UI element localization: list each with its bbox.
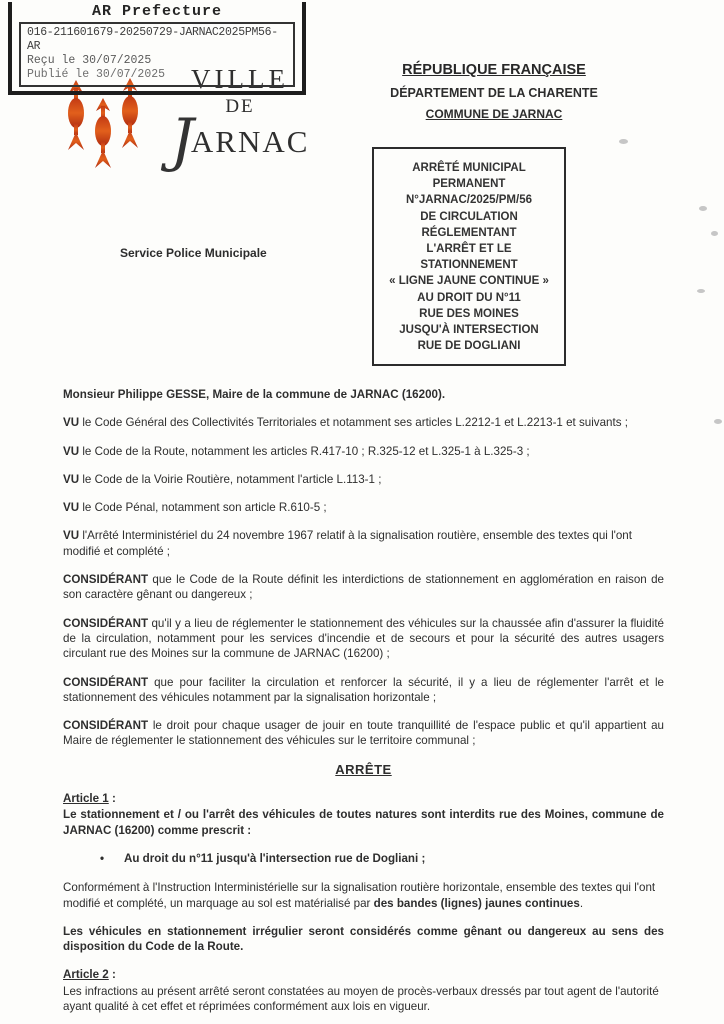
mayor-intro: Monsieur Philippe GESSE, Maire de la commune de JARNAC (16200). (63, 388, 446, 401)
article1-bullet-item (100, 851, 664, 866)
considerant-paragraph (63, 675, 664, 706)
decree-title-box (372, 147, 566, 366)
considerant-lead: CONSIDÉRANT (63, 616, 149, 630)
decree-title-line: ARRÊTÉ MUNICIPAL (412, 162, 526, 174)
article2-heading (63, 967, 664, 982)
article1-heading (63, 791, 664, 806)
department-title: DÉPARTEMENT DE LA CHARENTE (390, 86, 598, 100)
vu-paragraph (63, 444, 664, 459)
service-label: Service Police Municipale (120, 246, 267, 260)
vu-text: le Code Général des Collectivités Territoriales et notamment ses articles L.2212-1 et L.2213-1 et suivants ; (82, 416, 628, 430)
decree-title-line: RUE DES MOINES (419, 307, 519, 320)
considerant-text: que le Code de la Route définit les interdictions de stationnement en agglomération en raison de son caractère gênant ou dangereux ; (63, 573, 664, 602)
scan-artifact (714, 419, 722, 424)
article2-heading-label: Article 2 (63, 968, 109, 982)
decree-title-line: RÉGLEMENTANT (421, 226, 517, 239)
wordmark-script-initial: J (170, 106, 194, 174)
considerant-paragraph (63, 572, 664, 603)
republic-title: RÉPUBLIQUE FRANÇAISE (402, 62, 586, 78)
bullet-text: Au droit du n°11 jusqu'à l'intersection rue de Dogliani ; (124, 851, 426, 865)
vu-lead: VU (63, 501, 80, 515)
stamp-reference: 016-211601679-20250729-JARNAC2025PM56-AR (27, 26, 278, 53)
conformement-paragraph (63, 880, 664, 911)
vu-text: le Code de la Voirie Routière, notamment l'article L.113-1 ; (82, 472, 382, 486)
vu-paragraph (63, 415, 664, 430)
decree-body (63, 387, 664, 1024)
article2-heading-colon: : (108, 968, 116, 982)
arrete-heading: ARRÊTE (335, 761, 392, 777)
vu-lead: VU (63, 472, 80, 486)
stamp-published-date: Publié le 30/07/2025 (27, 68, 166, 81)
scan-artifact (619, 139, 628, 144)
considerant-paragraph (63, 718, 664, 749)
vu-text: le Code Pénal, notamment son article R.610-5 ; (82, 501, 327, 515)
vu-lead: VU (63, 529, 80, 543)
conformement-bold: des bandes (lignes) jaunes continues (373, 896, 580, 910)
commune-title: COMMUNE DE JARNAC (425, 107, 563, 121)
article1-heading-label: Article 1 (63, 792, 109, 806)
vu-lead: VU (63, 416, 80, 430)
vu-text: le Code de la Route, notamment les articles R.417-10 ; R.325-12 et L.325-1 à L.325-3 ; (82, 444, 530, 458)
vu-text: l'Arrêté Interministériel du 24 novembre 1967 relatif à la signalisation routière, ensemble des textes qui l'ont modifié et complété ; (63, 529, 632, 558)
considerant-text: que pour faciliter la circulation et renforcer la sécurité, il y a lieu de réglementer l'arrêt et le stationnement des véhicules notamment par la signalisation horizontale ; (63, 675, 664, 704)
decree-title-line: PERMANENT (432, 178, 506, 191)
stamp-title: AR Prefecture (91, 3, 223, 20)
considerant-text: qu'il y a lieu de réglementer le stationnement des véhicules sur la chaussée afin d'assurer la fluidité de la circulation, notamment pour les services d'incendie et de secours et pour la sécurité des autres usagers circulant rue des Moines sur la commune de JARNAC (16200) ; (63, 616, 664, 661)
decree-title-line: JUSQU'À INTERSECTION (399, 324, 539, 337)
vu-paragraph (63, 528, 664, 559)
bullet-icon: • (100, 851, 105, 865)
decree-title-line: N°JARNAC/2025/PM/56 (405, 194, 533, 207)
scan-artifact (711, 231, 718, 236)
considerant-paragraph (63, 616, 664, 662)
vu-lead: VU (63, 444, 80, 458)
considerant-lead: CONSIDÉRANT (63, 573, 149, 587)
considerant-lead: CONSIDÉRANT (63, 719, 149, 733)
considerant-text: le droit pour chaque usager de jouir en toute tranquillité de l'espace public et qu'il appartient au Maire de réglementer le stationnement des véhicules sur le territoire communal ; (63, 719, 664, 748)
scan-artifact (697, 289, 705, 293)
wordmark-jarnac-rest: ARNAC (190, 124, 310, 159)
scan-artifact (699, 206, 707, 211)
wordmark-ville: VILLE (191, 64, 289, 94)
article1-heading-colon: : (108, 792, 116, 806)
article2-paragraph: Les infractions au présent arrêté seront constatées au moyen de procès-verbaux dressés par tout agent de l'autorité ayant qualité à cet effet et réprimées conformément aux lois en vigueur. (63, 984, 659, 1014)
vu-paragraph (63, 500, 664, 515)
vu-paragraph (63, 472, 664, 487)
decree-title-line: AU DROIT DU N°11 (417, 291, 521, 304)
stamp-received-date: Reçu le 30/07/2025 (27, 54, 152, 67)
national-header (368, 62, 620, 121)
decree-title-line: STATIONNEMENT (420, 259, 518, 272)
decree-title-line: « LIGNE JAUNE CONTINUE » (389, 275, 549, 288)
stamp-inner-box (19, 22, 295, 87)
decree-title-line: L'ARRÊT ET LE (426, 243, 512, 256)
wordmark-de: DE (225, 96, 255, 117)
conformement-period: . (579, 896, 584, 910)
vehicules-paragraph: Les véhicules en stationnement irrégulier seront considérés comme gênant ou dangereux au sens des disposition du Code de la Route. (63, 924, 664, 954)
ar-prefecture-stamp (8, 2, 306, 95)
decree-title-line: DE CIRCULATION (420, 210, 518, 223)
conformement-text: Conformément à l'Instruction Interministérielle sur la signalisation routière horizontale, ensemble des textes qui l'ont modifié et complété, un marquage au sol est matérialisé par (63, 881, 656, 910)
article1-paragraph: Le stationnement et / ou l'arrêt des véhicules de toutes natures sont interdits rue des Moines, commune de JARNAC (16200) comme prescrit : (63, 808, 664, 837)
considerant-lead: CONSIDÉRANT (63, 675, 149, 689)
decree-title-line: RUE DE DOGLIANI (417, 340, 521, 353)
